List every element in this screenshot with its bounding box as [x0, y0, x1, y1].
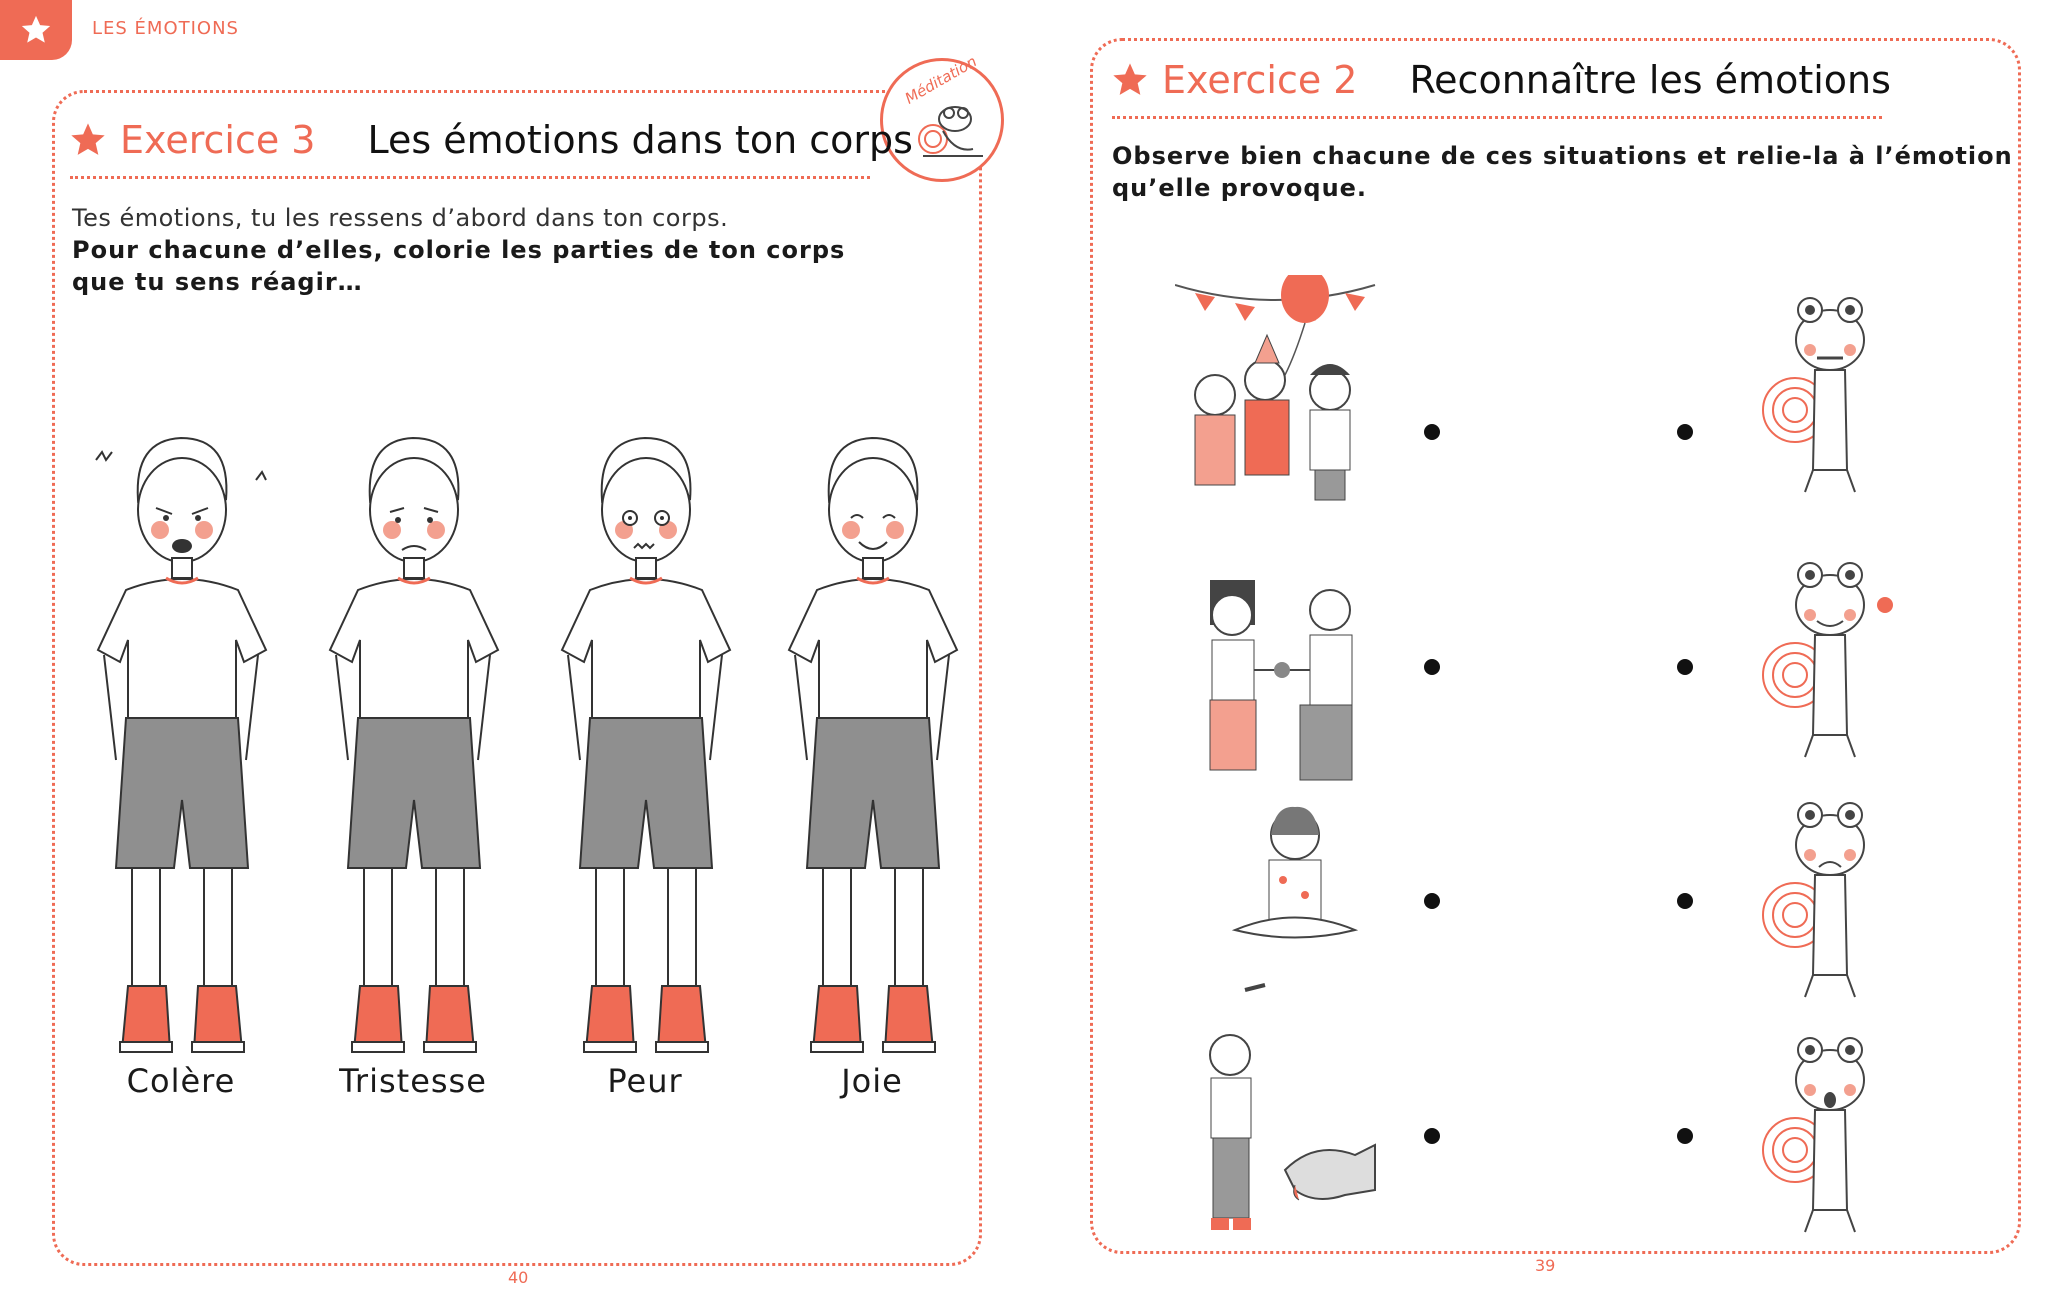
boy-joy: [777, 400, 967, 1060]
connect-dot-scene-4[interactable]: [1424, 1128, 1440, 1144]
exercise-3-text: [72, 202, 845, 298]
badge-label: Méditation: [901, 52, 980, 108]
exercise-heading: Reconnaître les émotions: [1409, 58, 1891, 102]
title-divider: [70, 176, 870, 179]
title-divider: [1112, 116, 1882, 119]
connect-dot-scene-1[interactable]: [1424, 424, 1440, 440]
boy-sadness: [318, 400, 508, 1060]
star-icon: [68, 120, 108, 160]
instruction-line-2: que tu sens réagir…: [72, 268, 363, 296]
connect-dot-emotion-3[interactable]: [1677, 893, 1693, 909]
exercise-2-text: [1112, 140, 2013, 204]
chameleon-happy: [1755, 535, 1905, 765]
caption-joy: Joie: [841, 1062, 903, 1100]
chameleon-sad: [1755, 775, 1905, 1005]
exercise-3-title: [68, 118, 913, 162]
page-number-right: 39: [1535, 1256, 1556, 1275]
connect-dot-scene-2[interactable]: [1424, 659, 1440, 675]
scene-quarrel: [1190, 560, 1400, 790]
caption-sadness: Tristesse: [339, 1062, 487, 1100]
scene-birthday-party: [1175, 275, 1385, 505]
instruction-line-1: Pour chacune d’elles, colorie les parties de ton corps: [72, 236, 846, 264]
intro-line: Tes émotions, tu les ressens d’abord dans ton corps.: [72, 204, 729, 232]
caption-fear: Peur: [607, 1062, 683, 1100]
chameleon-angry: [1755, 270, 1905, 500]
scene-broken-toy: [1225, 785, 1435, 1015]
connect-dot-emotion-2[interactable]: [1677, 659, 1693, 675]
star-icon: [19, 13, 53, 47]
exercise-number: Exercice 2: [1162, 58, 1358, 102]
connect-dot-scene-3[interactable]: [1424, 893, 1440, 909]
caption-anger: Colère: [126, 1062, 236, 1100]
page-number-left: 40: [508, 1268, 529, 1287]
exercise-number: Exercice 3: [120, 118, 316, 162]
scene-scary-dog: [1195, 1020, 1405, 1250]
section-label: LES ÉMOTIONS: [92, 18, 239, 39]
instruction-line-2: qu’elle provoque.: [1112, 174, 1368, 202]
connect-dot-emotion-1[interactable]: [1677, 424, 1693, 440]
exercise-2-title: [1110, 58, 1891, 102]
boy-anger: [86, 400, 276, 1060]
instruction-line-1: Observe bien chacune de ces situations et relie-la à l’émotion: [1112, 142, 2013, 170]
exercise-heading: Les émotions dans ton corps: [367, 118, 913, 162]
connect-dot-emotion-4[interactable]: [1677, 1128, 1693, 1144]
chameleon-scared: [1755, 1010, 1905, 1240]
star-icon: [1110, 60, 1150, 100]
corner-tab: [0, 0, 72, 60]
boy-fear: [550, 400, 740, 1060]
